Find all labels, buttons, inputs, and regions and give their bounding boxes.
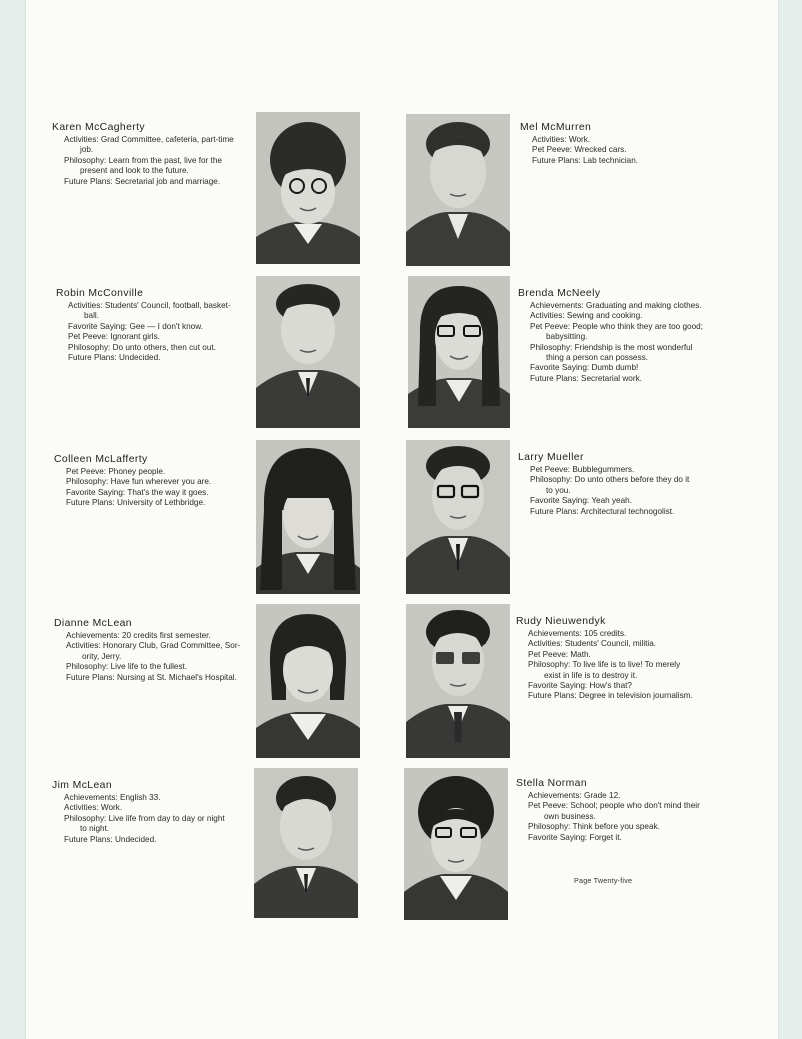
entry-line: Favorite Saying: Yeah yeah. bbox=[530, 496, 632, 506]
student-portrait bbox=[406, 604, 510, 758]
entry-line: Activities: Grad Committee, cafeteria, part-time job. bbox=[64, 135, 234, 155]
entry-line: Pet Peeve: Wrecked cars. bbox=[532, 145, 627, 155]
student-portrait bbox=[408, 276, 510, 428]
entry-line: Favorite Saying: That's the way it goes. bbox=[66, 487, 209, 497]
student-name: Robin McConville bbox=[56, 288, 144, 299]
entry-line: Future Plans: Secretarial work. bbox=[530, 373, 642, 383]
student-portrait bbox=[254, 768, 358, 918]
entry-line: Philosophy: Friendship is the most wonderful thing a person can possess. bbox=[530, 342, 693, 363]
entry-line: Pet Peeve: Phoney people. bbox=[66, 467, 166, 476]
entry-line: Future Plans: Undecided. bbox=[68, 353, 161, 363]
student-name: Rudy Nieuwendyk bbox=[516, 616, 606, 627]
entry-line: Philosophy: Have fun wherever you are. bbox=[66, 477, 212, 487]
student-entry bbox=[520, 122, 720, 166]
entry-line: Philosophy: Learn from the past, live for the present and look to the future. bbox=[64, 155, 222, 176]
entry-line: Achievements: English 33. bbox=[64, 793, 161, 802]
entry-line: Future Plans: Secretarial job and marriage. bbox=[64, 176, 221, 186]
student-name: Dianne McLean bbox=[54, 618, 132, 629]
student-portrait bbox=[256, 276, 360, 428]
student-entry bbox=[54, 618, 252, 683]
page-number: Page Twenty-five bbox=[574, 876, 633, 885]
entry-line: Philosophy: Do unto others before they do it to you. bbox=[530, 475, 690, 495]
student-name: Mel McMurren bbox=[520, 122, 592, 133]
entry-line: Achievements: 20 credits first semester. bbox=[66, 631, 211, 640]
student-entry bbox=[54, 454, 252, 509]
entry-line: Future Plans: Architectural technogolist. bbox=[530, 506, 675, 516]
student-name: Karen McCagherty bbox=[52, 122, 146, 133]
entry-line: Activities: Students' Council, militia. bbox=[528, 639, 657, 649]
student-name: Jim McLean bbox=[52, 780, 113, 791]
entry-line: Pet Peeve: Ignorant girls. bbox=[68, 332, 160, 342]
yearbook-page bbox=[26, 0, 778, 1039]
entry-line: Pet Peeve: People who think they are too good; babysitting. bbox=[530, 321, 703, 342]
entry-line: Achievements: 105 credits. bbox=[528, 629, 627, 638]
entry-line: Pet Peeve: Bubblegummers. bbox=[530, 465, 635, 474]
entry-line: Philosophy: Live life from day to day or night to night. bbox=[64, 813, 225, 834]
entry-line: Favorite Saying: Gee — I don't know. bbox=[68, 321, 203, 331]
entry-line: Future Plans: Undecided. bbox=[64, 834, 157, 844]
entry-line: Favorite Saying: Forget it. bbox=[528, 832, 622, 842]
student-portrait bbox=[404, 768, 508, 920]
student-name: Stella Norman bbox=[516, 778, 588, 789]
student-portrait bbox=[256, 440, 360, 594]
entry-line: Achievements: Grade 12. bbox=[528, 791, 621, 800]
entry-line: Favorite Saying: How's that? bbox=[528, 681, 632, 691]
student-name: Colleen McLafferty bbox=[54, 454, 148, 465]
entry-line: Activities: Students' Council, football, basket- ball. bbox=[68, 301, 231, 321]
student-entry bbox=[516, 616, 718, 702]
entry-line: Future Plans: Nursing at St. Michael's Hospital. bbox=[66, 672, 237, 682]
entry-line: Philosophy: Live life to the fullest. bbox=[66, 662, 188, 672]
entry-line: Philosophy: Think before you speak. bbox=[528, 822, 660, 832]
entry-line: Activities: Work. bbox=[532, 135, 591, 144]
student-entry bbox=[52, 780, 248, 845]
entry-line: Future Plans: University of Lethbridge. bbox=[66, 498, 206, 508]
student-entry bbox=[516, 778, 718, 843]
student-portrait bbox=[406, 114, 510, 266]
student-entry bbox=[56, 288, 252, 363]
entry-line: Activities: Honorary Club, Grad Committee, Sor- ority, Jerry. bbox=[66, 641, 241, 661]
entry-line: Pet Peeve: School; people who don't mind their own business. bbox=[528, 801, 700, 821]
entry-line: Philosophy: To live life is to live! To merely exist in life is to destroy it. bbox=[528, 660, 681, 680]
entry-line: Future Plans: Degree in television journalism. bbox=[528, 691, 693, 701]
entry-line: Pet Peeve: Math. bbox=[528, 649, 591, 659]
student-name: Brenda McNeely bbox=[518, 288, 601, 299]
entry-line: Philosophy: Do unto others, then cut out. bbox=[68, 342, 216, 352]
student-entry bbox=[518, 452, 718, 517]
student-portrait bbox=[406, 440, 510, 594]
entry-line: Future Plans: Lab technician. bbox=[532, 155, 639, 165]
student-entry bbox=[52, 122, 276, 187]
student-portrait bbox=[256, 604, 360, 758]
entry-line: Favorite Saying: Dumb dumb! bbox=[530, 363, 639, 373]
entry-line: Achievements: Graduating and making clothes. bbox=[530, 301, 702, 310]
entry-line: Activities: Sewing and cooking. bbox=[530, 311, 643, 321]
student-name: Larry Mueller bbox=[518, 452, 584, 463]
entry-line: Activities: Work. bbox=[64, 803, 123, 813]
student-entry bbox=[518, 288, 718, 384]
student-portrait bbox=[256, 112, 360, 264]
